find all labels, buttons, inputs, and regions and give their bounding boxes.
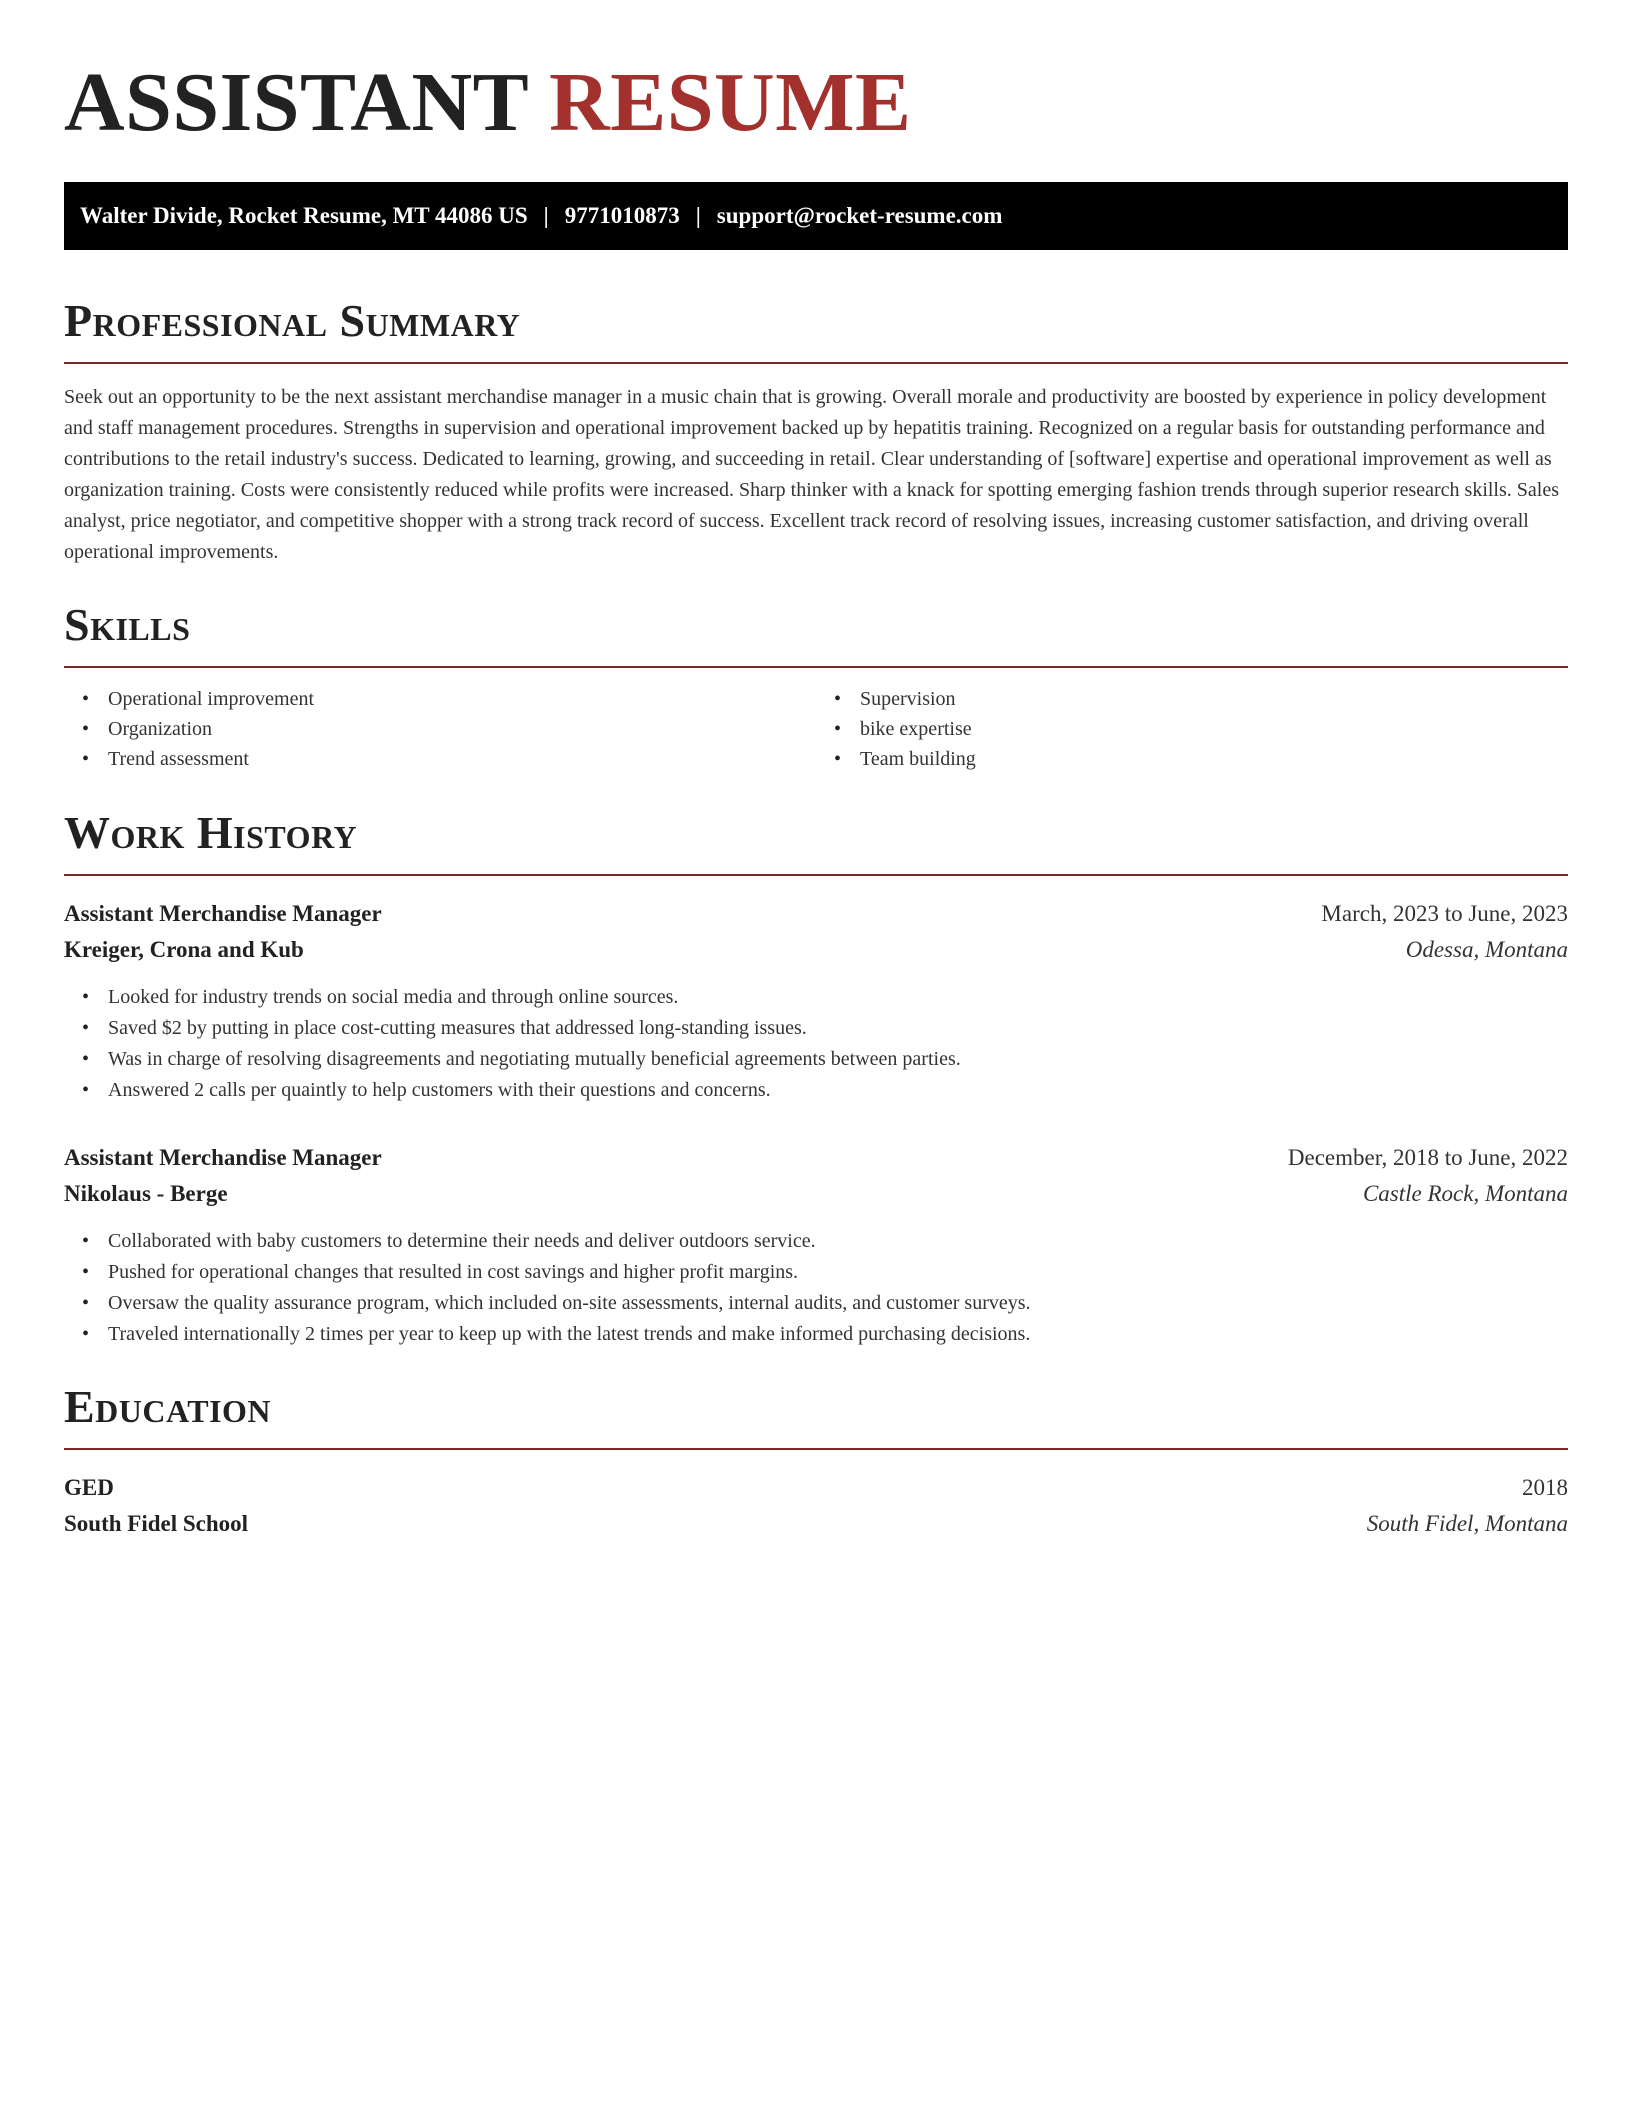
resume-page xyxy=(64,56,1568,1542)
job-company-row xyxy=(64,1176,1568,1212)
section-divider xyxy=(64,666,1568,668)
skills-list-left xyxy=(64,684,816,774)
title-word-assistant: ASSISTANT xyxy=(64,56,528,149)
education-heading: Education xyxy=(64,1381,272,1432)
education-school-row xyxy=(64,1506,1568,1542)
job-bullet: • Answered 2 calls per quaintly to help customers with their questions and concerns. xyxy=(108,1075,1568,1106)
skills-section xyxy=(64,598,1568,774)
skills-grid xyxy=(64,684,1568,774)
job-bullet: • Oversaw the quality assurance program, which included on-site assessments, internal audits, and customer surveys. xyxy=(108,1288,1568,1319)
job-location: Odessa, Montana xyxy=(1405,937,1568,962)
job-bullet: • Collaborated with baby customers to determine their needs and deliver outdoors service. xyxy=(108,1226,1568,1257)
job-entry xyxy=(64,1140,1568,1350)
job-title: Assistant Merchandise Manager xyxy=(64,1145,382,1170)
skill-item: • Operational improvement xyxy=(108,684,816,714)
job-bullet: • Pushed for operational changes that resulted in cost savings and higher profit margins. xyxy=(108,1257,1568,1288)
contact-phone: 9771010873 xyxy=(564,203,680,228)
work-history-heading: Work History xyxy=(64,807,358,858)
skill-item: • Team building xyxy=(860,744,1568,774)
job-title: Assistant Merchandise Manager xyxy=(64,901,382,926)
contact-address: Walter Divide, Rocket Resume, MT 44086 US xyxy=(80,203,528,228)
section-divider xyxy=(64,362,1568,364)
education-location: South Fidel, Montana xyxy=(1366,1511,1568,1536)
education-degree: GED xyxy=(64,1475,114,1500)
job-location: Castle Rock, Montana xyxy=(1362,1181,1568,1206)
job-company-row xyxy=(64,932,1568,968)
contact-separator: | xyxy=(543,203,549,228)
contact-email: support@rocket-resume.com xyxy=(716,203,1003,228)
job-company: Nikolaus - Berge xyxy=(64,1181,228,1206)
education-degree-row xyxy=(64,1470,1568,1506)
job-dates: December, 2018 to June, 2022 xyxy=(1287,1145,1568,1170)
job-company: Kreiger, Crona and Kub xyxy=(64,937,304,962)
professional-summary-heading: Professional Summary xyxy=(64,295,521,346)
professional-summary-text: Seek out an opportunity to be the next assistant merchandise manager in a music chain that is growing. Overall morale and productivity are boosted by experience in policy development and staff management procedures. Strengths in supervision and operational improvement backed up by hepatitis training. Recognized on a regular basis for outstanding performance and contributions to the retail industry's success. Dedicated to learning, growing, and succeeding in retail. Clear understanding of [software] expertise and operational improvement as well as organization training. Costs were consistently reduced while profits were increased. Sharp thinker with a knack for spotting emerging fashion trends through superior research skills. Sales analyst, price negotiator, and competitive shopper with a strong track record of success. Excellent track record of resolving issues, increasing customer satisfaction, and driving overall operational improvements. xyxy=(64,386,1559,563)
section-divider xyxy=(64,874,1568,876)
job-bullet: • Saved $2 by putting in place cost-cutting measures that addressed long-standing issues. xyxy=(108,1013,1568,1044)
page-title xyxy=(64,56,1568,150)
job-bullet: • Was in charge of resolving disagreements and negotiating mutually beneficial agreements between parties. xyxy=(108,1044,1568,1075)
job-bullet-list xyxy=(64,982,1568,1106)
work-history-section xyxy=(64,806,1568,1350)
skill-item: • Supervision xyxy=(860,684,1568,714)
education-section xyxy=(64,1380,1568,1542)
skill-item: • Trend assessment xyxy=(108,744,816,774)
contact-bar xyxy=(64,182,1568,250)
contact-separator: | xyxy=(695,203,701,228)
job-bullet-list xyxy=(64,1226,1568,1350)
section-divider xyxy=(64,1448,1568,1450)
job-title-row xyxy=(64,1140,1568,1176)
job-bullet: • Looked for industry trends on social media and through online sources. xyxy=(108,982,1568,1013)
professional-summary-section xyxy=(64,294,1568,568)
job-dates: March, 2023 to June, 2023 xyxy=(1321,901,1568,926)
skills-heading: Skills xyxy=(64,599,191,650)
education-year: 2018 xyxy=(1522,1475,1568,1500)
skill-item: • bike expertise xyxy=(860,714,1568,744)
title-word-resume: RESUME xyxy=(549,56,912,149)
education-school: South Fidel School xyxy=(64,1511,249,1536)
job-title-row xyxy=(64,896,1568,932)
skills-list-right xyxy=(816,684,1568,774)
education-entry xyxy=(64,1470,1568,1542)
job-entry xyxy=(64,896,1568,1106)
job-bullet: • Traveled internationally 2 times per year to keep up with the latest trends and make informed purchasing decisions. xyxy=(108,1319,1568,1350)
skill-item: • Organization xyxy=(108,714,816,744)
